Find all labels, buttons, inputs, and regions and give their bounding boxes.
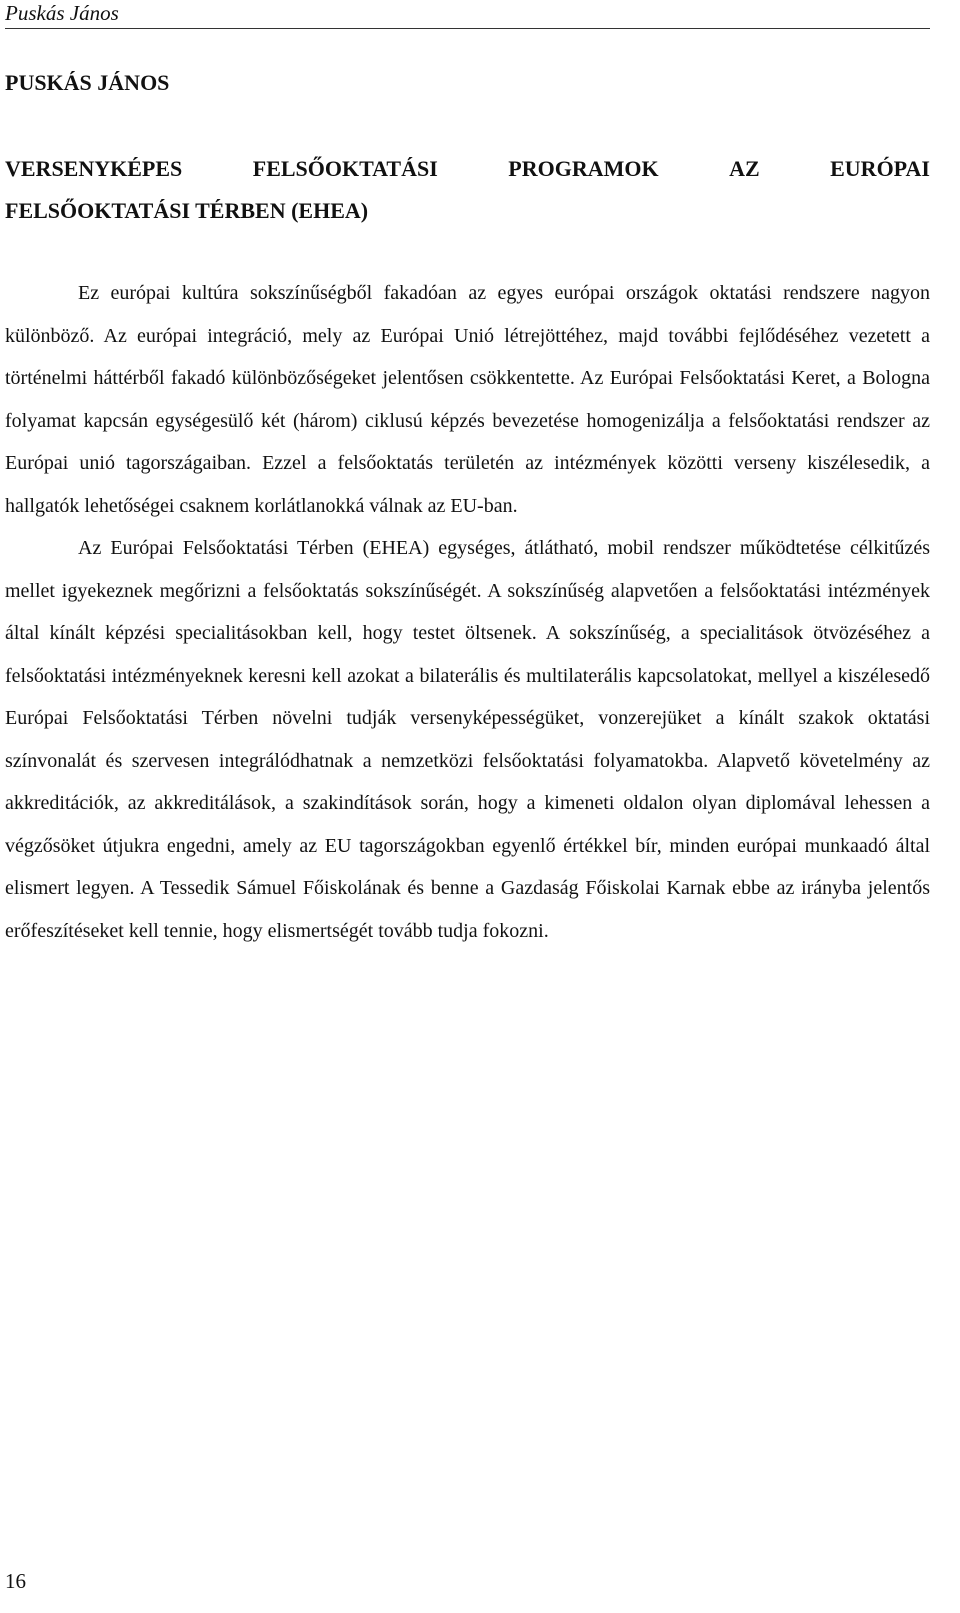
article-title bbox=[5, 148, 930, 232]
title-word: PROGRAMOK bbox=[508, 156, 659, 181]
title-line-1 bbox=[5, 148, 930, 190]
author-name: PUSKÁS JÁNOS bbox=[5, 70, 170, 95]
title-word: AZ bbox=[729, 156, 760, 181]
page-number: 16 bbox=[5, 1569, 26, 1593]
running-header: Puskás János bbox=[5, 0, 930, 29]
paragraph-2: Az Európai Felsőoktatási Térben (EHEA) egységes, átlátható, mobil rendszer működtetése célkitűzés mellet igyekeznek megőrizni a felsőoktatás sokszínűségét. A sokszínűség alapvetően a felsőoktatási intézmények által kínált képzési specialitásokban kell, hogy testet öltsenek. A sokszínűség, a specialitások ötvözéséhez a felsőoktatási intézményeknek keresni kell azokat a bilaterális és multilaterális kapcsolatokat, mellyel a kiszélesedő Európai Felsőoktatási Térben növelni tudják versenyképességüket, vonzerejüket a kínált szakok oktatási színvonalát és szervesen integrálódhatnak a nemzetközi felsőoktatási folyamatokba. Alapvető követelmény az akkreditációk, az akkreditálások, a szakindítások során, hogy a kimeneti oldalon olyan diplomával lehessen a végzősöket útjukra engedni, amely az EU tagországokban egyenlő értékkel bír, minden európai munkaadó által elismert legyen. A Tessedik Sámuel Főiskolának és benne a Gazdaság Főiskolai Karnak ebbe az irányba jelentős erőfeszítéseket kell tennie, hogy elismertségét tovább tudja fokozni. bbox=[5, 537, 930, 942]
title-word: EURÓPAI bbox=[830, 156, 930, 181]
paragraph-1: Ez európai kultúra sokszínűségből fakadóan az egyes európai országok oktatási rendszere nagyon különböző. Az európai integráció, mely az Európai Unió létrejöttéhez, majd további fejlődéséhez vezetett a történelmi háttérből fakadó különbözőségeket jelentősen csökkentette. Az Európai Felsőoktatási Keret, a Bologna folyamat kapcsán egységesülő két (három) ciklusú képzés bevezetése homogenizálja a felsőoktatási rendszer az Európai unió tagországaiban. Ezzel a felsőoktatás területén az intézmények közötti verseny kiszélesedik, a hallgatók lehetőségei csaknem korlátlanokká válnak az EU-ban. bbox=[5, 282, 930, 517]
title-line-2: FELSŐOKTATÁSI TÉRBEN (EHEA) bbox=[5, 198, 369, 223]
body-text bbox=[5, 272, 930, 952]
title-word: VERSENYKÉPES bbox=[5, 156, 183, 181]
title-word: FELSŐOKTATÁSI bbox=[252, 156, 438, 181]
